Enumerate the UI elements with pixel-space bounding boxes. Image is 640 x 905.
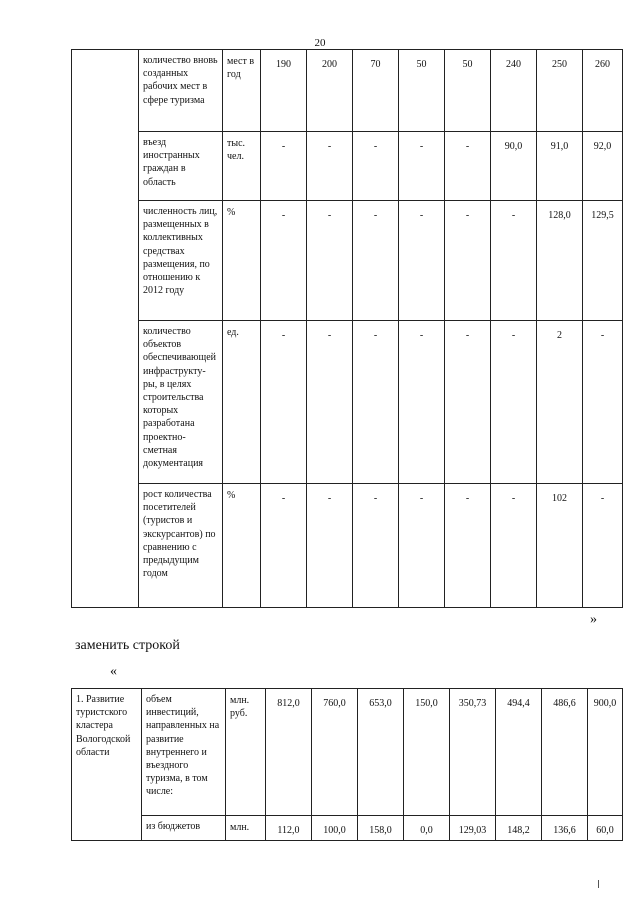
table-row (72, 484, 623, 608)
indicator-cell: количество вновь созданных рабочих мест в сфере туризма (139, 50, 223, 132)
value-cell: 250 (537, 50, 583, 132)
value-cell: - (445, 201, 491, 321)
indicator-cell: рост количества посетителей (туристов и экскурсантов) по сравнению с предыдущим годом (139, 484, 223, 608)
value-cell: 200 (307, 50, 353, 132)
value-cell: 900,0 (588, 689, 623, 816)
value-cell: 100,0 (312, 816, 358, 841)
unit-cell: ед. (223, 321, 261, 484)
value-cell: 0,0 (404, 816, 450, 841)
value-cell: 128,0 (537, 201, 583, 321)
value-cell: - (307, 201, 353, 321)
value-cell: - (353, 484, 399, 608)
value-cell: - (583, 321, 623, 484)
value-cell: 129,03 (450, 816, 496, 841)
value-cell: - (491, 484, 537, 608)
section-title-cell: 1. Развитие туристского кластера Вологодской области (72, 689, 142, 841)
value-cell: - (307, 321, 353, 484)
value-cell: 90,0 (491, 132, 537, 201)
replace-instruction: заменить строкой (75, 638, 180, 653)
unit-cell: тыс. чел. (223, 132, 261, 201)
value-cell: 240 (491, 50, 537, 132)
value-cell: 158,0 (358, 816, 404, 841)
value-cell: 260 (583, 50, 623, 132)
value-cell: 60,0 (588, 816, 623, 841)
unit-cell: млн. (226, 816, 266, 841)
value-cell: - (445, 132, 491, 201)
value-cell: - (353, 201, 399, 321)
indicator-cell: численность лиц, размещенных в коллективных средствах размещения, по отношению к 2012 году (139, 201, 223, 321)
value-cell: - (307, 484, 353, 608)
value-cell: - (399, 132, 445, 201)
scan-mark (598, 880, 599, 888)
indicator-cell: из бюджетов (142, 816, 226, 841)
value-cell: 494,4 (496, 689, 542, 816)
table-row (72, 132, 623, 201)
value-cell: 112,0 (266, 816, 312, 841)
page-number: 20 (314, 37, 326, 49)
unit-cell: млн. руб. (226, 689, 266, 816)
value-cell: 653,0 (358, 689, 404, 816)
value-cell: - (261, 484, 307, 608)
value-cell: - (353, 321, 399, 484)
indicator-cell: въезд иностранных граждан в область (139, 132, 223, 201)
value-cell: 92,0 (583, 132, 623, 201)
value-cell: - (399, 484, 445, 608)
table-row (72, 50, 623, 132)
opening-quote: « (110, 664, 117, 679)
table-row (72, 321, 623, 484)
empty-section-cell (72, 50, 139, 608)
value-cell: 486,6 (542, 689, 588, 816)
value-cell: 70 (353, 50, 399, 132)
value-cell: - (445, 321, 491, 484)
value-cell: - (445, 484, 491, 608)
value-cell: 91,0 (537, 132, 583, 201)
value-cell: - (353, 132, 399, 201)
value-cell: 150,0 (404, 689, 450, 816)
indicator-cell: объем инвестиций, направленных на развитие внутреннего и въездного туризма, в том числе: (142, 689, 226, 816)
value-cell: - (261, 201, 307, 321)
value-cell: 760,0 (312, 689, 358, 816)
value-cell: 50 (445, 50, 491, 132)
unit-cell: % (223, 484, 261, 608)
value-cell: - (491, 321, 537, 484)
value-cell: 136,6 (542, 816, 588, 841)
value-cell: 129,5 (583, 201, 623, 321)
value-cell: 2 (537, 321, 583, 484)
value-cell: 190 (261, 50, 307, 132)
value-cell: - (491, 201, 537, 321)
value-cell: - (261, 321, 307, 484)
value-cell: 148,2 (496, 816, 542, 841)
unit-cell: % (223, 201, 261, 321)
table-row (72, 689, 623, 816)
unit-cell: мест в год (223, 50, 261, 132)
value-cell: - (399, 201, 445, 321)
value-cell: 102 (537, 484, 583, 608)
value-cell: 812,0 (266, 689, 312, 816)
value-cell: 50 (399, 50, 445, 132)
indicators-table-old (71, 49, 623, 608)
closing-quote: » (590, 612, 597, 627)
indicator-cell: количество объектов обеспечивающей инфраструкту-ры, в целях строительства которых разработана проектно-сметная документация (139, 321, 223, 484)
value-cell: - (399, 321, 445, 484)
indicators-table-new (71, 688, 623, 841)
value-cell: 350,73 (450, 689, 496, 816)
table-row (72, 816, 623, 841)
value-cell: - (583, 484, 623, 608)
value-cell: - (307, 132, 353, 201)
table-row (72, 201, 623, 321)
value-cell: - (261, 132, 307, 201)
